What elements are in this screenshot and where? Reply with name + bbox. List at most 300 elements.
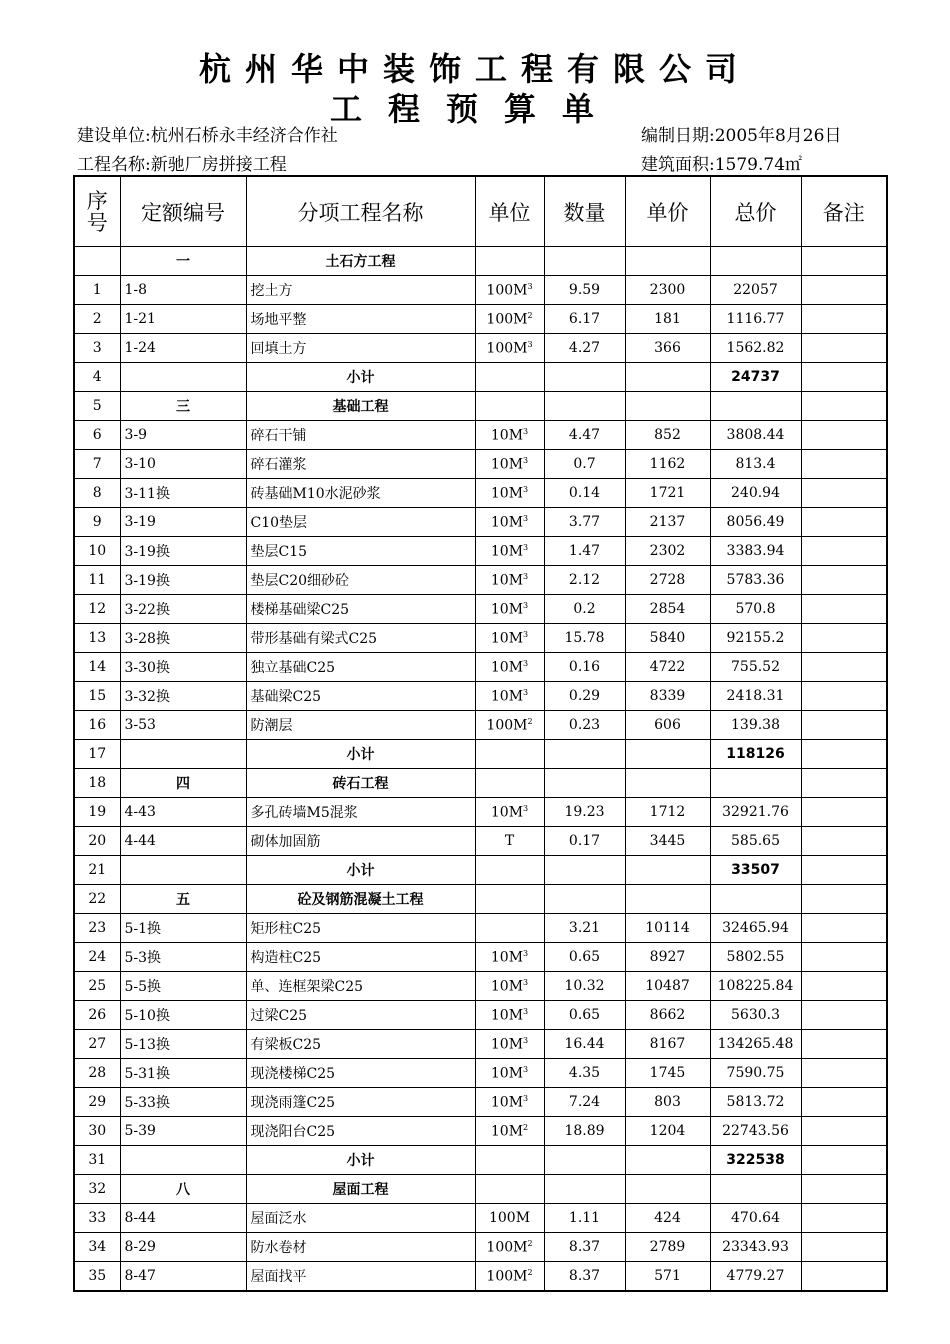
cell-no: 14 [74,653,120,682]
cell-total: 1562.82 [710,334,801,363]
cell-subtotal-label: 小计 [246,1146,475,1175]
unit-exponent: 2 [527,716,533,726]
cell-no: 11 [74,566,120,595]
cell-unit [475,856,544,885]
cell-price: 1712 [625,798,710,827]
cell-subtotal-total: 322538 [710,1146,801,1175]
subtotal-row [74,856,887,885]
cell-no: 15 [74,682,120,711]
cell-remark [801,305,887,334]
unit-exponent: 3 [523,687,529,697]
cell-qty: 15.78 [544,624,625,653]
unit-text: 10M [490,514,524,531]
cell-section-code: 四 [120,769,246,798]
cell-code: 3-10 [120,450,246,479]
cell-no: 32 [74,1175,120,1204]
cell-name: 砌体加固筋 [246,827,475,856]
cell-qty: 3.21 [544,914,625,943]
cell-price: 8927 [625,943,710,972]
cell-code [120,856,246,885]
cell-name: 回填土方 [246,334,475,363]
cell-remark [801,1262,887,1292]
cell-qty: 8.37 [544,1233,625,1262]
cell-code: 4-43 [120,798,246,827]
cell-price: 8339 [625,682,710,711]
table-row [74,798,887,827]
cell-name: 带形基础有梁式C25 [246,624,475,653]
unit-text: 10M [490,1123,524,1140]
unit-text: 10M [490,978,524,995]
cell-no: 5 [74,392,120,421]
cell-subtotal-total: 118126 [710,740,801,769]
cell-remark [801,1001,887,1030]
budget-table [73,175,888,1292]
cell-price [625,769,710,798]
unit-text: 10M [490,630,524,647]
subtotal-row [74,363,887,392]
cell-no: 12 [74,595,120,624]
cell-price [625,856,710,885]
cell-unit [475,1030,544,1059]
cell-subtotal-total: 24737 [710,363,801,392]
cell-unit [475,682,544,711]
unit-exponent: 3 [523,426,529,436]
cell-total: 3808.44 [710,421,801,450]
cell-total: 570.8 [710,595,801,624]
cell-qty [544,740,625,769]
cell-name: 屋面泛水 [246,1204,475,1233]
cell-unit [475,1175,544,1204]
cell-code: 1-24 [120,334,246,363]
cell-remark [801,334,887,363]
cell-code [120,740,246,769]
cell-no: 4 [74,363,120,392]
cell-name: 防水卷材 [246,1233,475,1262]
cell-unit [475,1001,544,1030]
cell-subtotal-label: 小计 [246,363,475,392]
cell-section-code: 八 [120,1175,246,1204]
cell-total: 240.94 [710,479,801,508]
cell-unit [475,1146,544,1175]
cell-name: C10垫层 [246,508,475,537]
cell-price: 4722 [625,653,710,682]
cell-remark [801,653,887,682]
col-header-no-text: 序号 [86,188,108,235]
cell-remark [801,1030,887,1059]
cell-price: 2728 [625,566,710,595]
cell-unit [475,1262,544,1292]
table-row [74,479,887,508]
cell-total [710,885,801,914]
cell-code: 3-28换 [120,624,246,653]
table-row [74,566,887,595]
cell-no: 30 [74,1117,120,1146]
cell-remark [801,740,887,769]
unit-text: 100M [486,1268,528,1285]
cell-section-name: 基础工程 [246,392,475,421]
cell-price [625,247,710,276]
cell-unit [475,1088,544,1117]
cell-unit [475,537,544,566]
cell-price: 2789 [625,1233,710,1262]
unit-exponent: 3 [523,1006,529,1016]
cell-remark [801,943,887,972]
unit-text: 10M [490,949,524,966]
cell-section-code: 三 [120,392,246,421]
cell-qty: 2.12 [544,566,625,595]
cell-remark [801,508,887,537]
col-header-price: 单价 [625,176,710,247]
col-header-code: 定额编号 [120,176,246,247]
cell-total: 22743.56 [710,1117,801,1146]
cell-name: 过梁C25 [246,1001,475,1030]
project-info: 工程名称:新驰厂房拼接工程 [77,155,287,175]
cell-code: 3-19换 [120,537,246,566]
unit-exponent: 3 [523,542,529,552]
cell-code: 5-39 [120,1117,246,1146]
cell-price [625,1146,710,1175]
cell-code: 8-47 [120,1262,246,1292]
cell-price: 8662 [625,1001,710,1030]
section-row [74,769,887,798]
cell-no: 3 [74,334,120,363]
table-row [74,1262,887,1292]
unit-text: 10M [490,1094,524,1111]
cell-unit [475,392,544,421]
cell-total: 32465.94 [710,914,801,943]
cell-qty: 0.65 [544,943,625,972]
cell-no: 16 [74,711,120,740]
unit-exponent: 2 [527,1238,533,1248]
cell-unit [475,798,544,827]
unit-text: 100M [486,340,528,357]
cell-price: 3445 [625,827,710,856]
cell-qty: 19.23 [544,798,625,827]
cell-remark [801,798,887,827]
cell-no: 13 [74,624,120,653]
cell-unit [475,711,544,740]
table-row [74,914,887,943]
cell-remark [801,769,887,798]
subtotal-row [74,740,887,769]
cell-total: 755.52 [710,653,801,682]
cell-name: 砖基础M10水泥砂浆 [246,479,475,508]
cell-total: 5783.36 [710,566,801,595]
cell-qty [544,392,625,421]
cell-remark [801,1175,887,1204]
table-row [74,943,887,972]
unit-text: 100M [486,1239,528,1256]
table-row [74,305,887,334]
cell-code: 5-33换 [120,1088,246,1117]
cell-total: 32921.76 [710,798,801,827]
unit-text: 10M [490,543,524,560]
cell-no: 34 [74,1233,120,1262]
unit-text: 100M [488,1210,531,1226]
cell-qty [544,769,625,798]
cell-qty: 3.77 [544,508,625,537]
cell-remark [801,711,887,740]
cell-no: 27 [74,1030,120,1059]
cell-unit [475,363,544,392]
cell-price [625,740,710,769]
col-header-remark: 备注 [801,176,887,247]
cell-unit [475,247,544,276]
company-title: 杭州华中装饰工程有限公司 [198,50,751,88]
date-info: 编制日期:2005年8月26日 [641,126,842,146]
cell-no: 35 [74,1262,120,1292]
cell-qty [544,885,625,914]
cell-remark [801,624,887,653]
cell-remark [801,1059,887,1088]
cell-qty: 4.27 [544,334,625,363]
cell-remark [801,566,887,595]
table-row [74,653,887,682]
unit-exponent: 3 [523,1064,529,1074]
cell-code: 5-5换 [120,972,246,1001]
cell-section-name: 砼及钢筋混凝土工程 [246,885,475,914]
cell-unit [475,972,544,1001]
cell-remark [801,537,887,566]
cell-name: 单、连框架梁C25 [246,972,475,1001]
cell-code: 3-30换 [120,653,246,682]
unit-exponent: 3 [527,281,533,291]
table-row [74,1059,887,1088]
cell-qty: 0.17 [544,827,625,856]
client-info: 建设单位:杭州石桥永丰经济合作社 [77,126,338,146]
cell-unit [475,827,544,856]
cell-remark [801,856,887,885]
section-row [74,392,887,421]
cell-unit [475,943,544,972]
cell-price: 2137 [625,508,710,537]
cell-no: 18 [74,769,120,798]
cell-code: 5-13换 [120,1030,246,1059]
unit-text: 100M [486,282,528,299]
subtotal-row [74,1146,887,1175]
cell-qty: 0.2 [544,595,625,624]
cell-remark [801,450,887,479]
cell-no: 31 [74,1146,120,1175]
cell-no: 9 [74,508,120,537]
unit-exponent: 3 [523,513,529,523]
unit-text: 10M [490,804,524,821]
cell-subtotal-total: 33507 [710,856,801,885]
cell-no [74,247,120,276]
cell-name: 碎石干铺 [246,421,475,450]
cell-qty: 6.17 [544,305,625,334]
cell-total: 5802.55 [710,943,801,972]
cell-remark [801,682,887,711]
section-row [74,247,887,276]
table-row [74,450,887,479]
unit-exponent: 3 [523,484,529,494]
section-row [74,885,887,914]
table-row [74,624,887,653]
cell-name: 有梁板C25 [246,1030,475,1059]
unit-exponent: 3 [523,629,529,639]
cell-code: 5-3换 [120,943,246,972]
unit-text: 10M [490,601,524,618]
cell-no: 1 [74,276,120,305]
cell-total: 92155.2 [710,624,801,653]
cell-name: 现浇雨篷C25 [246,1088,475,1117]
cell-remark [801,1233,887,1262]
col-header-unit: 单位 [475,176,544,247]
cell-name: 场地平整 [246,305,475,334]
cell-code: 8-29 [120,1233,246,1262]
unit-exponent: 2 [527,1267,533,1277]
cell-price: 2300 [625,276,710,305]
cell-code: 3-19 [120,508,246,537]
cell-code: 3-9 [120,421,246,450]
cell-unit [475,334,544,363]
cell-name: 碎石灌浆 [246,450,475,479]
cell-no: 17 [74,740,120,769]
cell-unit [475,508,544,537]
cell-qty [544,247,625,276]
cell-total: 139.38 [710,711,801,740]
section-row [74,1175,887,1204]
cell-unit [475,305,544,334]
cell-section-name: 砖石工程 [246,769,475,798]
unit-text: 10M [490,427,524,444]
cell-remark [801,421,887,450]
cell-unit [475,769,544,798]
unit-text: T [504,833,515,849]
cell-remark [801,247,887,276]
cell-no: 8 [74,479,120,508]
col-header-name: 分项工程名称 [246,176,475,247]
cell-unit [475,914,544,943]
cell-total: 5813.72 [710,1088,801,1117]
cell-name: 垫层C20细砂砼 [246,566,475,595]
cell-price [625,363,710,392]
cell-price [625,885,710,914]
unit-exponent: 3 [523,455,529,465]
unit-exponent: 3 [523,658,529,668]
table-row [74,508,887,537]
table-row [74,1030,887,1059]
cell-name: 构造柱C25 [246,943,475,972]
cell-price [625,392,710,421]
cell-total: 5630.3 [710,1001,801,1030]
cell-name: 基础梁C25 [246,682,475,711]
cell-qty: 8.37 [544,1262,625,1292]
cell-no: 10 [74,537,120,566]
cell-name: 垫层C15 [246,537,475,566]
cell-unit [475,566,544,595]
col-header-qty: 数量 [544,176,625,247]
cell-qty: 7.24 [544,1088,625,1117]
cell-no: 19 [74,798,120,827]
cell-subtotal-label: 小计 [246,856,475,885]
area-info: 建筑面积:1579.74㎡ [641,155,803,175]
table-row [74,827,887,856]
cell-qty: 0.16 [544,653,625,682]
cell-code: 3-22换 [120,595,246,624]
cell-total: 3383.94 [710,537,801,566]
cell-remark [801,972,887,1001]
unit-exponent: 3 [523,1035,529,1045]
cell-qty: 4.47 [544,421,625,450]
cell-no: 25 [74,972,120,1001]
cell-remark [801,1204,887,1233]
unit-exponent: 3 [523,600,529,610]
cell-qty: 9.59 [544,276,625,305]
cell-unit [475,1233,544,1262]
cell-price: 1204 [625,1117,710,1146]
table-row [74,421,887,450]
cell-no: 21 [74,856,120,885]
cell-code: 4-44 [120,827,246,856]
cell-remark [801,885,887,914]
table-row [74,334,887,363]
unit-exponent: 3 [523,571,529,581]
cell-total: 134265.48 [710,1030,801,1059]
cell-price: 1745 [625,1059,710,1088]
cell-no: 28 [74,1059,120,1088]
cell-section-name: 屋面工程 [246,1175,475,1204]
cell-remark [801,827,887,856]
cell-price: 10114 [625,914,710,943]
unit-exponent: 3 [523,1093,529,1103]
cell-unit [475,479,544,508]
cell-name: 多孔砖墙M5混浆 [246,798,475,827]
cell-code: 5-1换 [120,914,246,943]
cell-name: 矩形柱C25 [246,914,475,943]
cell-unit [475,1117,544,1146]
cell-price: 852 [625,421,710,450]
cell-qty: 0.14 [544,479,625,508]
cell-price: 2302 [625,537,710,566]
unit-exponent: 3 [527,339,533,349]
cell-code: 3-53 [120,711,246,740]
unit-text: 10M [490,1007,524,1024]
cell-total: 4779.27 [710,1262,801,1292]
cell-code: 5-10换 [120,1001,246,1030]
cell-unit [475,276,544,305]
cell-unit [475,421,544,450]
unit-exponent: 3 [523,803,529,813]
table-row [74,682,887,711]
cell-total: 23343.93 [710,1233,801,1262]
cell-price: 1721 [625,479,710,508]
cell-name: 防潮层 [246,711,475,740]
cell-no: 26 [74,1001,120,1030]
unit-text: 10M [490,688,524,705]
cell-no: 23 [74,914,120,943]
cell-no: 33 [74,1204,120,1233]
table-row [74,1088,887,1117]
cell-total: 813.4 [710,450,801,479]
cell-price: 8167 [625,1030,710,1059]
cell-total: 470.64 [710,1204,801,1233]
table-row [74,537,887,566]
cell-total: 7590.75 [710,1059,801,1088]
cell-name: 屋面找平 [246,1262,475,1292]
cell-total [710,1175,801,1204]
cell-unit [475,595,544,624]
cell-code: 1-21 [120,305,246,334]
col-header-no [74,176,120,247]
cell-remark [801,595,887,624]
cell-price: 10487 [625,972,710,1001]
cell-price: 366 [625,334,710,363]
cell-remark [801,1117,887,1146]
cell-no: 2 [74,305,120,334]
cell-price: 803 [625,1088,710,1117]
